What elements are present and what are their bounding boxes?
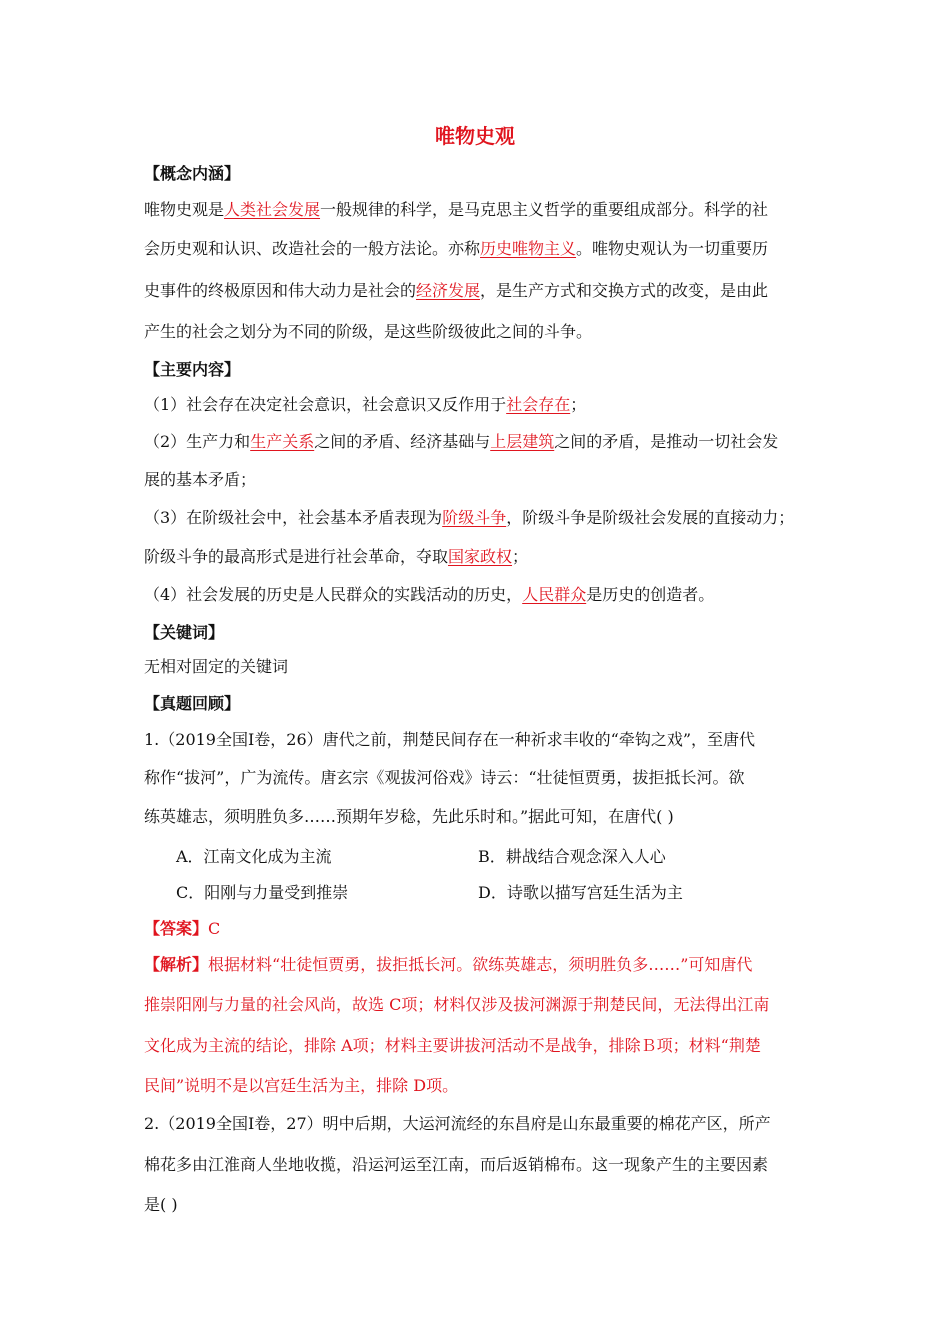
q1-analysis-line-4: 民间”说明不是以宫廷生活为主，排除 D项。: [144, 1076, 459, 1095]
text: （3）在阶级社会中，社会基本矛盾表现为: [144, 508, 443, 527]
analysis-label: 【解析】: [144, 955, 209, 974]
q1-line-2: 称作“拔河”，广为流传。唐玄宗《观拔河俗戏》诗云：“壮徒恒贾勇，拔拒抵长河。欲: [144, 768, 745, 787]
concept-line-4: 产生的社会之划分为不同的阶级，是这些阶级彼此之间的斗争。: [144, 322, 593, 341]
section-heading-keywords: 【关键词】: [144, 623, 225, 642]
text: 阶级斗争的最高形式是进行社会革命，夺取: [144, 547, 449, 566]
q1-option-d: D．诗歌以描写宫廷生活为主: [478, 883, 683, 902]
text: 根据材料“壮徒恒贾勇，拔拒抵长河。欲练英雄志，须明胜负多……”可知唐代: [208, 955, 753, 974]
concept-line-1: [144, 198, 824, 222]
text: 之间的矛盾，是推动一切社会发: [554, 432, 779, 451]
text: （1）社会存在决定社会意识，社会意识又反作用于: [144, 395, 507, 414]
concept-line-2: [144, 237, 824, 261]
q1-option-b: B．耕战结合观念深入人心: [478, 847, 666, 866]
link-state-power[interactable]: 国家政权: [448, 547, 513, 566]
link-human-society-development[interactable]: 人类社会发展: [224, 200, 321, 219]
q1-option-a: A．江南文化成为主流: [176, 847, 332, 866]
text: （4）社会发展的历史是人民群众的实践活动的历史，: [144, 585, 523, 604]
q1-option-c: C．阳刚与力量受到推崇: [176, 883, 349, 902]
q1-answer: [144, 917, 824, 941]
text: ，是生产方式和交换方式的改变，是由此: [480, 281, 769, 300]
q1-line-3: 练英雄志，须明胜负多……预期年岁稔，先此乐时和。”据此可知，在唐代( ): [144, 807, 674, 826]
section-heading-content: 【主要内容】: [144, 360, 241, 379]
text: ，阶级斗争是阶级社会发展的直接动力；: [506, 508, 795, 527]
content-point-2: [144, 430, 824, 454]
text: ；: [570, 395, 587, 414]
page-title: 唯物史观: [435, 124, 515, 148]
concept-line-3: [144, 279, 824, 303]
content-point-2-cont: 展的基本矛盾；: [144, 470, 257, 489]
section-heading-review: 【真题回顾】: [144, 694, 241, 713]
text: 一般规律的科学，是马克思主义哲学的重要组成部分。科学的社: [320, 200, 769, 219]
link-the-masses[interactable]: 人民群众: [522, 585, 587, 604]
link-class-struggle[interactable]: 阶级斗争: [442, 508, 507, 527]
content-point-4: [144, 583, 824, 607]
section-heading-concept: 【概念内涵】: [144, 164, 241, 183]
keywords-text: 无相对固定的关键词: [144, 657, 289, 676]
q1-analysis-line-3: 文化成为主流的结论，排除 A项；材料主要讲拔河活动不是战争，排除Ｂ项；材料“荆楚: [144, 1036, 761, 1055]
q1-analysis-line-1: [144, 953, 824, 977]
answer-label: 【答案】: [144, 919, 209, 938]
q1-analysis-line-2: 推崇阳刚与力量的社会风尚，故选 C项；材料仅涉及拔河渊源于荆楚民间，无法得出江南: [144, 995, 770, 1014]
text: 唯物史观是: [144, 200, 225, 219]
text: 。唯物史观认为一切重要历: [576, 239, 769, 258]
link-economic-development[interactable]: 经济发展: [416, 281, 481, 300]
link-historical-materialism[interactable]: 历史唯物主义: [480, 239, 577, 258]
text: 之间的矛盾、经济基础与: [314, 432, 491, 451]
text: 会历史观和认识、改造社会的一般方法论。亦称: [144, 239, 481, 258]
q1-line-1: 1.（2019全国Ⅰ卷，26）唐代之前，荆楚民间存在一种祈求丰收的“牵钩之戏”，至唐代: [144, 730, 756, 749]
link-relations-of-production[interactable]: 生产关系: [250, 432, 315, 451]
q2-line-3: 是( ): [144, 1195, 178, 1214]
text: 是历史的创造者。: [586, 585, 715, 604]
content-point-3: [144, 506, 824, 530]
answer-value: C: [208, 919, 221, 938]
content-point-3-cont: [144, 545, 824, 569]
text: （2）生产力和: [144, 432, 251, 451]
text: 史事件的终极原因和伟大动力是社会的: [144, 281, 417, 300]
content-point-1: [144, 393, 824, 417]
link-superstructure[interactable]: 上层建筑: [490, 432, 555, 451]
link-social-existence[interactable]: 社会存在: [506, 395, 571, 414]
q2-line-2: 棉花多由江淮商人坐地收揽，沿运河运至江南，而后返销棉布。这一现象产生的主要因素: [144, 1155, 769, 1174]
q2-line-1: 2.（2019全国Ⅰ卷，27）明中后期，大运河流经的东昌府是山东最重要的棉花产区，所产: [144, 1114, 771, 1133]
text: ；: [512, 547, 529, 566]
